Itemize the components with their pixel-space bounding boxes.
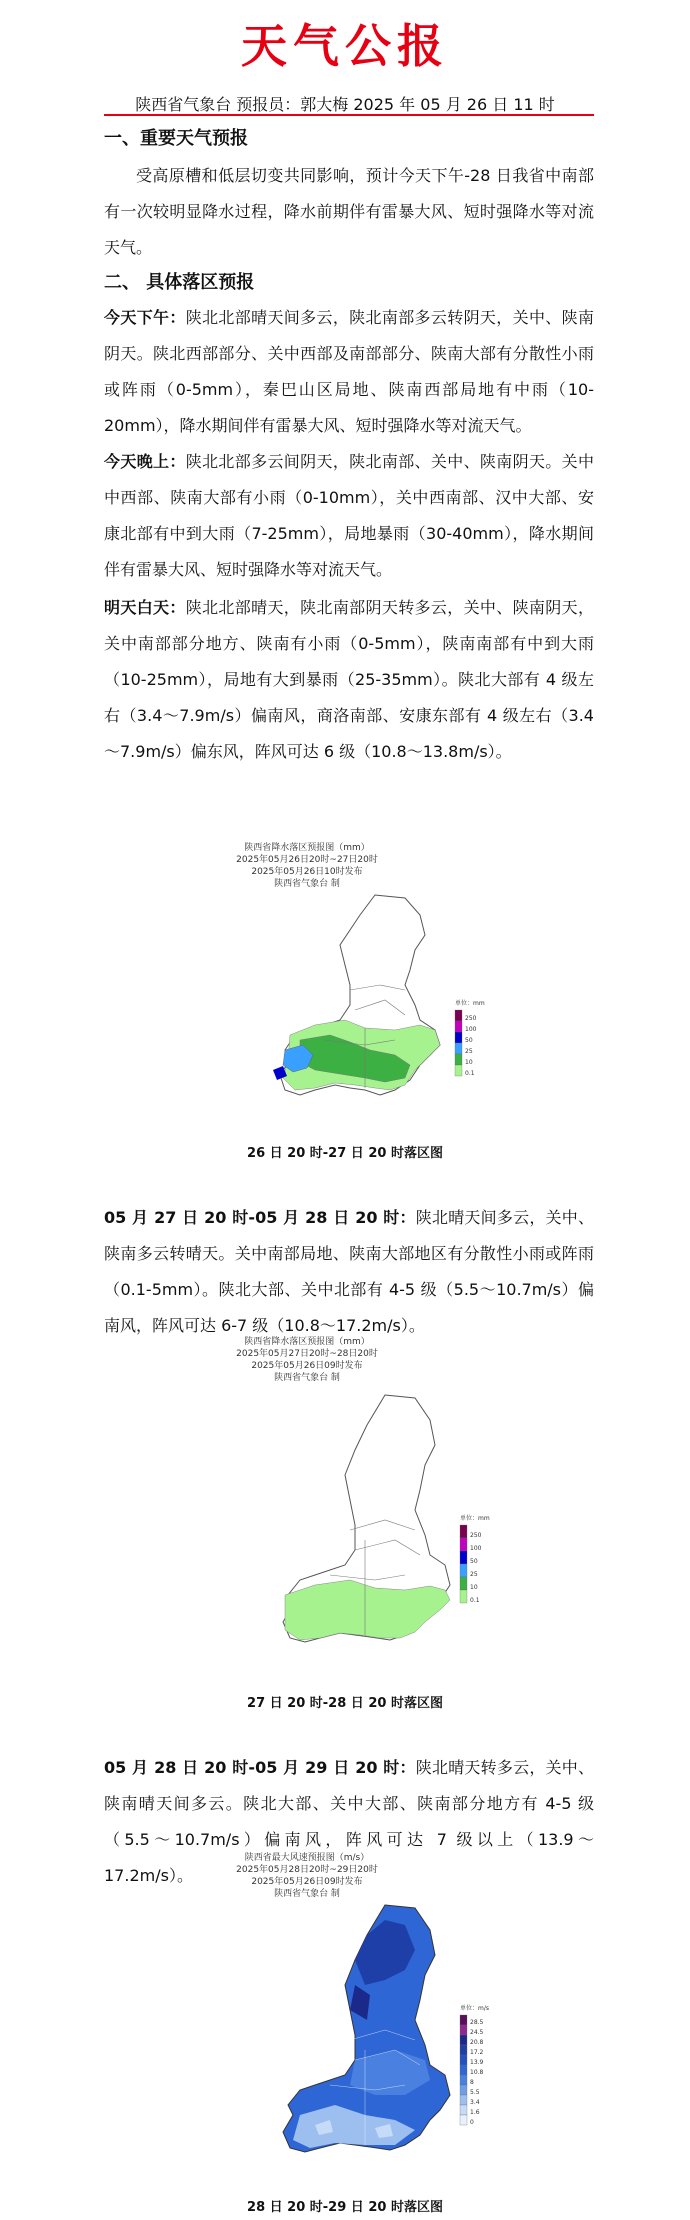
map1-legend-value: 250 — [465, 1015, 477, 1022]
map3-legend-value: 8 — [470, 2079, 474, 2086]
forecast-afternoon — [104, 300, 594, 444]
map3-legend-value: 28.5 — [470, 2019, 484, 2026]
map1-title-line: 陕西省降水落区预报图（mm） — [244, 843, 370, 853]
map3-legend-value: 13.9 — [470, 2059, 484, 2066]
map1-legend-swatch — [455, 1054, 462, 1065]
map2-title-line: 2025年05月26日09时发布 — [251, 1361, 363, 1371]
map1-title-line: 陕西省气象台 制 — [274, 879, 340, 889]
map3-legend-value: 10.8 — [470, 2069, 484, 2076]
map1-legend-swatch — [455, 1032, 462, 1043]
map3-title — [232, 1852, 382, 1900]
forecast-may28-29-label: 05 月 28 日 20 时-05 月 29 日 20 时： — [104, 1758, 416, 1777]
map1-legend-swatch — [455, 1010, 462, 1021]
map1-legend-value: 0.1 — [465, 1070, 475, 1077]
map1-legend-value: 100 — [465, 1026, 477, 1033]
map2-legend-swatch — [460, 1538, 467, 1551]
map3-title-line: 2025年05月28日20时~29日20时 — [236, 1865, 378, 1875]
map3-legend-value: 5.5 — [470, 2089, 480, 2096]
map1-legend-title: 单位：mm — [455, 1000, 485, 1007]
map2-light-rain-area — [285, 1580, 450, 1640]
map3-legend-value: 24.5 — [470, 2029, 484, 2036]
map3-wind-map — [255, 1900, 505, 2190]
map2-title-line: 陕西省降水落区预报图（mm） — [244, 1337, 370, 1347]
important-forecast-text: 受高原槽和低层切变共同影响，预计今天下午-28 日我省中南部有一次较明显降水过程，降水前期伴有雷暴大风、短时强降水等对流天气。 — [104, 166, 594, 257]
map2-caption: 27 日 20 时-28 日 20 时落区图 — [247, 1696, 443, 1711]
forecast-may27-28 — [104, 1200, 594, 1344]
map3-legend-swatch — [460, 2025, 467, 2035]
map2-legend-value: 50 — [470, 1558, 478, 1565]
map1-legend-swatch — [455, 1021, 462, 1032]
map3-legend-value: 0 — [470, 2119, 474, 2126]
map2-legend-value: 250 — [470, 1532, 482, 1539]
map2-legend-swatch — [460, 1525, 467, 1538]
forecast-afternoon-label: 今天下午： — [104, 308, 186, 327]
map3-legend-swatch — [460, 2065, 467, 2075]
map3-legend-swatch — [460, 2095, 467, 2105]
map3-caption: 28 日 20 时-29 日 20 时落区图 — [247, 2200, 443, 2215]
forecast-tonight — [104, 444, 594, 588]
forecast-may27-28-text: 陕北晴天间多云，关中、陕南多云转晴天。关中南部局地、陕南大部地区有分散性小雨或阵雨（0.1-5mm）。陕北大部、关中北部有 4-5 级（5.5～10.7m/s）偏南风，阵风可达 6-7 级（10.8～17.2m/s）。 — [104, 1208, 594, 1335]
forecast-afternoon-text: 陕北北部晴天间多云，陕北南部多云转阴天，关中、陕南阴天。陕北西部部分、关中西部及南部部分、陕南大部有分散性小雨或阵雨（0-5mm），秦巴山区局地、陕南西部局地有中雨（10-20mm），降水期间伴有雷暴大风、短时强降水等对流天气。 — [104, 308, 594, 435]
forecast-tomorrow-text: 陕北北部晴天，陕北南部阴天转多云，关中、陕南阴天，关中南部部分地方、陕南有小雨（0-5mm），陕南南部有中到大雨（10-25mm），局地有大到暴雨（25-35mm）。陕北大部有 4 级左右（3.4～7.9m/s）偏南风，商洛南部、安康东部有 4 级左右（3.4～7.9m/s）偏东风，阵风可达 6 级（10.8～13.8m/s）。 — [104, 598, 594, 761]
map3-legend-swatch — [460, 2045, 467, 2055]
map2-legend-value: 100 — [470, 1545, 482, 1552]
map3-legend-value: 20.8 — [470, 2039, 484, 2046]
map2-legend-swatch — [460, 1564, 467, 1577]
map3-legend-value: 1.6 — [470, 2109, 480, 2116]
map2-legend-swatch — [460, 1590, 467, 1603]
map3-legend-swatch — [460, 2015, 467, 2025]
map1-title-line: 2025年05月26日10时发布 — [251, 867, 363, 877]
map1-title — [232, 842, 382, 890]
forecast-tonight-label: 今天晚上： — [104, 452, 186, 471]
map3-title-line: 陕西省气象台 制 — [274, 1889, 340, 1899]
map3-legend — [460, 2004, 489, 2126]
map2-legend-value: 25 — [470, 1571, 478, 1578]
forecast-may27-28-label: 05 月 27 日 20 时-05 月 28 日 20 时： — [104, 1208, 416, 1227]
map3-legend-swatch — [460, 2055, 467, 2065]
map2-legend-value: 0.1 — [470, 1597, 480, 1604]
forecast-may28-29-text: 陕北晴天转多云，关中、陕南晴天间多云。陕北大部、关中大部、陕南部分地方有 4-5 级（5.5～10.7m/s）偏南风，阵风可达 7 级以上（13.9～17.2m/s）。 — [104, 1758, 594, 1885]
map3-legend-swatch — [460, 2075, 467, 2085]
map1-legend-swatch — [455, 1043, 462, 1054]
map3-title-line: 陕西省最大风速预报图（m/s） — [244, 1853, 370, 1863]
map1-legend-value: 10 — [465, 1059, 473, 1066]
forecast-tomorrow-label: 明天白天： — [104, 598, 186, 617]
map3-legend-swatch — [460, 2085, 467, 2095]
bulletin-title: 天气公报 — [241, 19, 449, 73]
map2-legend-title: 单位：mm — [460, 1515, 490, 1522]
section-heading-important: 一、重要天气预报 — [104, 128, 248, 149]
map1-legend — [455, 999, 485, 1077]
map2-legend-swatch — [460, 1551, 467, 1564]
issuer-line: 陕西省气象台 预报员：郭大梅 2025 年 05 月 26 日 11 时 — [135, 95, 555, 114]
map2-legend — [460, 1514, 490, 1604]
map1-precip-map — [255, 890, 505, 1130]
map2-legend-value: 10 — [470, 1584, 478, 1591]
map2-legend-swatch — [460, 1577, 467, 1590]
map2-title — [232, 1336, 382, 1384]
map1-title-line: 2025年05月26日20时~27日20时 — [236, 855, 378, 865]
map3-legend-swatch — [460, 2115, 467, 2125]
map1-legend-value: 25 — [465, 1048, 473, 1055]
map3-legend-value: 17.2 — [470, 2049, 484, 2056]
map2-precip-map — [255, 1390, 505, 1680]
map1-legend-swatch — [455, 1065, 462, 1076]
map3-title-line: 2025年05月26日09时发布 — [251, 1877, 363, 1887]
section-heading-detail: 二、 具体落区预报 — [104, 272, 255, 293]
map2-title-line: 2025年05月27日20时~28日20时 — [236, 1349, 378, 1359]
map2-title-line: 陕西省气象台 制 — [274, 1373, 340, 1383]
map3-legend-swatch — [460, 2105, 467, 2115]
red-divider — [104, 114, 594, 116]
map3-legend-value: 3.4 — [470, 2099, 480, 2106]
map1-caption: 26 日 20 时-27 日 20 时落区图 — [247, 1146, 443, 1161]
map3-legend-swatch — [460, 2035, 467, 2045]
map1-legend-value: 50 — [465, 1037, 473, 1044]
forecast-tonight-text: 陕北北部多云间阴天，陕北南部、关中、陕南阴天。关中中西部、陕南大部有小雨（0-10mm），关中西南部、汉中大部、安康北部有中到大雨（7-25mm），局地暴雨（30-40mm），降水期间伴有雷暴大风、短时强降水等对流天气。 — [104, 452, 594, 579]
forecast-tomorrow — [104, 590, 594, 770]
map3-legend-title: 单位：m/s — [460, 2005, 489, 2012]
